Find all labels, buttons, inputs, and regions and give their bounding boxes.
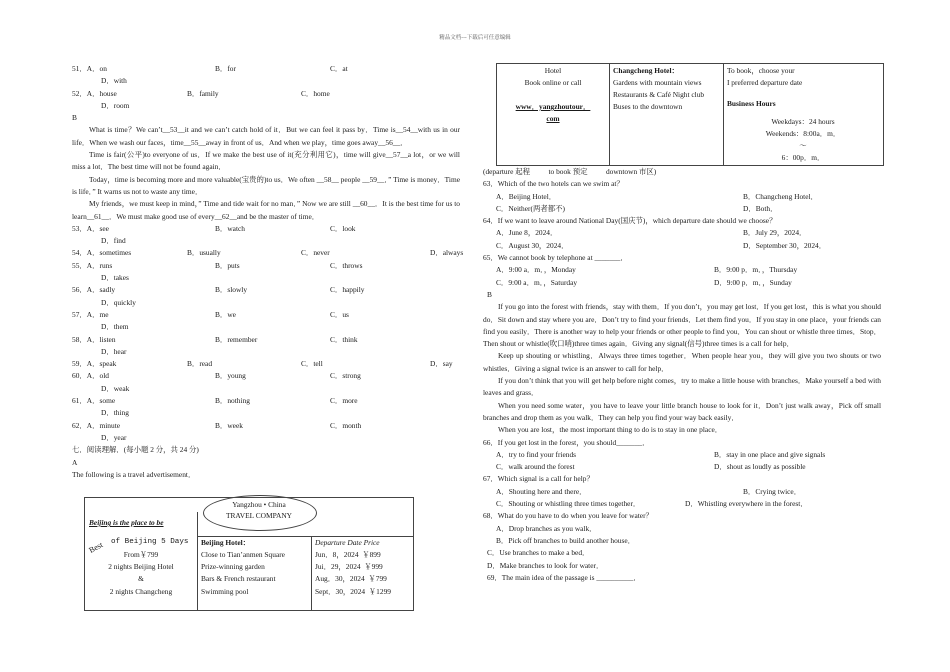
question: 66．If you get lost in the forest，you should_______． [483,437,650,447]
tour-title: of Beijing 5 Days [111,538,189,546]
choice-row: 51．A．on B．for C．at [72,64,348,73]
choice-row: D．quickly [101,297,136,307]
option-row: A．June 8，2024． B．July 29，2024． [496,228,807,238]
right-column [483,166,881,584]
option-row: C．9:00 a．m．，Saturday D．9:00 p．m．，Sunday [496,277,792,287]
question: 63．Which of the two hotels can we swim at？ [483,179,624,189]
option-row: C．Neither(两者都不) D．Both． [496,203,778,213]
choice-row: D．them [101,322,129,332]
business-hours-title: Business Hours [727,99,776,108]
choice-row: D．room [101,100,130,110]
question: 68．What do you have to do when you leave for water？ [483,511,653,521]
choice-row: D．year [101,432,127,442]
ad-intro: The following is a travel advertisement． [72,469,196,479]
choice-row: 56．A．sadly B．slowly C．happily [72,285,365,295]
choice-row: 54．A．sometimes B．usually C．never D．always [72,248,464,258]
passage-paragraph: If you don’t think that you will get help before night comes，try to make a little house with branches．Make yourself a bed with leaves and grass． [483,376,881,398]
choice-row: 59．A．speak B．read C．tell D．say [72,359,453,369]
choice-row: 52．A．house B．family C．home [72,88,330,98]
oval-line-1: Yangzhou • China [232,500,286,509]
tour-price: From￥799 [123,550,159,559]
choice-row: 53．A．see B．watch C．look [72,223,356,233]
option-row: C．walk around the forest D．shout as loudly as possible [496,462,806,472]
option-row: C．Use branches to make a bed． [487,548,590,558]
option-row: A．Drop branches as you walk． [496,523,597,533]
passage-paragraph: Keep up shouting or whistling．Always three times together．When people hear you，they will give you two shouts or two whistles．Giving a signal twice is an answer to call for help． [483,351,881,373]
passage-paragraph: What is time？We can’t__53__it and we can’t catch hold of it．But we can feel it pass by．Time is__54__with us in our life．When we wash our faces，time__55__away in front of us．And when we play，time goes away__56__． [72,125,460,147]
question: 64．If we want to leave around National Day(国庆节)，which departure date should we choose？ [483,216,777,226]
option-row: A．Beijing Hotel． B．Changcheng Hotel． [496,191,818,201]
option-row: D．Make branches to look for water． [487,560,604,570]
passage-paragraph: Time is fair(公平)to everyone of us．If we make the best use of it(充分利用它)，time will give__57__a lot，or we will miss a lot．The best time will not be found again． [72,150,460,172]
section-label: A [72,457,78,467]
choice-row: D．weak [101,383,130,393]
oval-line-2: TRAVEL COMPANY [225,511,293,520]
option-row: B．Pick off branches to build another house． [496,535,636,545]
choice-row: 60．A．old B．young C．strong [72,371,361,381]
option-row: C．Shouting or whistling three times together． D．Whistling everywhere in the forest． [496,499,808,509]
choice-row: 57．A．me B．we C．us [72,309,349,319]
ad-slogan: Beijing is the place to be [89,518,164,527]
choice-row: 62．A．minute B．week C．month [72,420,362,430]
choice-row: 55．A．runs B．puts C．throws [72,260,363,270]
option-row: A．try to find your friends B．stay in one place and give signals [496,449,826,459]
choice-row: 58．A．listen B．remember C．think [72,334,358,344]
glossary: (departure 起程 to book 预定 downtown 市区) [483,167,657,176]
option-row: A．Shouting here and there． B．Crying twice． [496,486,802,496]
reading-title: 七．阅读理解．(每小题 2 分，共 24 分) [72,445,199,455]
option-row: A．9:00 a．m．，Monday B．9:00 p．m．，Thursday [496,265,798,275]
question: 69．The main idea of the passage is __________． [487,572,641,582]
choice-row: D．with [101,76,127,86]
travel-advertisement: Yangzhou • China TRAVEL COMPANY Beijing is the place to be Best of Beijing 5 Days From￥799 2 nights Beijing Hotel & 2 nights Changcheng Beijing Hotel： Close to Tian’anmen Square Prize-winning garden Bars & French restaurant Swimming pool Departure Date Price Jun．8，2024 ￥899 Jui．29，2024 ￥999 Aug．30，2024 ￥799 Sept．30，2024 ￥1299 [84,497,414,611]
changcheng-hotel-title: Changcheng Hotel： [613,66,679,75]
passage-paragraph: Today，time is becoming more and more valuable(宝贵的)to us．We often __58__ people __59__．” Time is money．Time is life．” It warns us not to waste any time． [72,174,460,196]
booking-website: www．yangzhoutour． [515,102,591,111]
question: 67．Which signal is a call for help？ [483,474,594,484]
passage-paragraph: My friends，we must keep in mind，” Time and tide wait for no man．” Now we are still __60__．It is the best time for us to learn__61__．We must make good use of every__62__and be the master of time． [72,199,460,221]
choice-row: D．thing [101,408,129,418]
passage-paragraph: If you go into the forest with friends，stay with them．If you don’t，you may get lost．If you get lost，this is what you should do．Sit down and stay where you are．Don’t try to find your friends．Let them find you．If you stay in one place，your friends can find you easily．There is another way to help your friends or other people to find you．You can shout or whistle three times．Stop．Then shout or whistle(吹口哨)three times again．Giving any signal(信号)three times is a call for help． [483,302,881,349]
page-header: 精品文档---下载后可任意编辑 [439,35,511,41]
choice-row: 61．A．some B．nothing C．more [72,396,358,406]
hotel-table: Hotel Book online or call www．yangzhoutour． com Changcheng Hotel： Gardens with mountain views Restaurants & Café Night club Buses to the downtown To book，choose your I preferred departure date Business Hours Weekdays：24 hours Weekends：8:00a．m． ～ 6：00p．m． [496,63,884,166]
departure-title: Departure Date Price [315,538,380,547]
choice-row: D．find [101,236,126,246]
left-column [72,63,464,481]
passage-paragraph: When you are lost，the most important thing to do is to stay in one place． [498,425,723,435]
choice-row: D．takes [101,273,129,283]
passage-paragraph: When you need some water，you have to leave your little branch house to look for it．Don’t just walk away，Pick off small branches and drop them as you walk．They can help you find your way back easily． [483,400,881,422]
section-label: B [487,289,492,299]
beijing-hotel-title: Beijing Hotel： [201,538,251,547]
section-label: B [72,113,77,123]
option-row: C．August 30，2024． D．September 30，2024． [496,240,827,250]
best-label: Best [87,540,105,555]
choice-row: D．hear [101,346,127,356]
question: 65．We cannot book by telephone at _______． [483,253,628,263]
